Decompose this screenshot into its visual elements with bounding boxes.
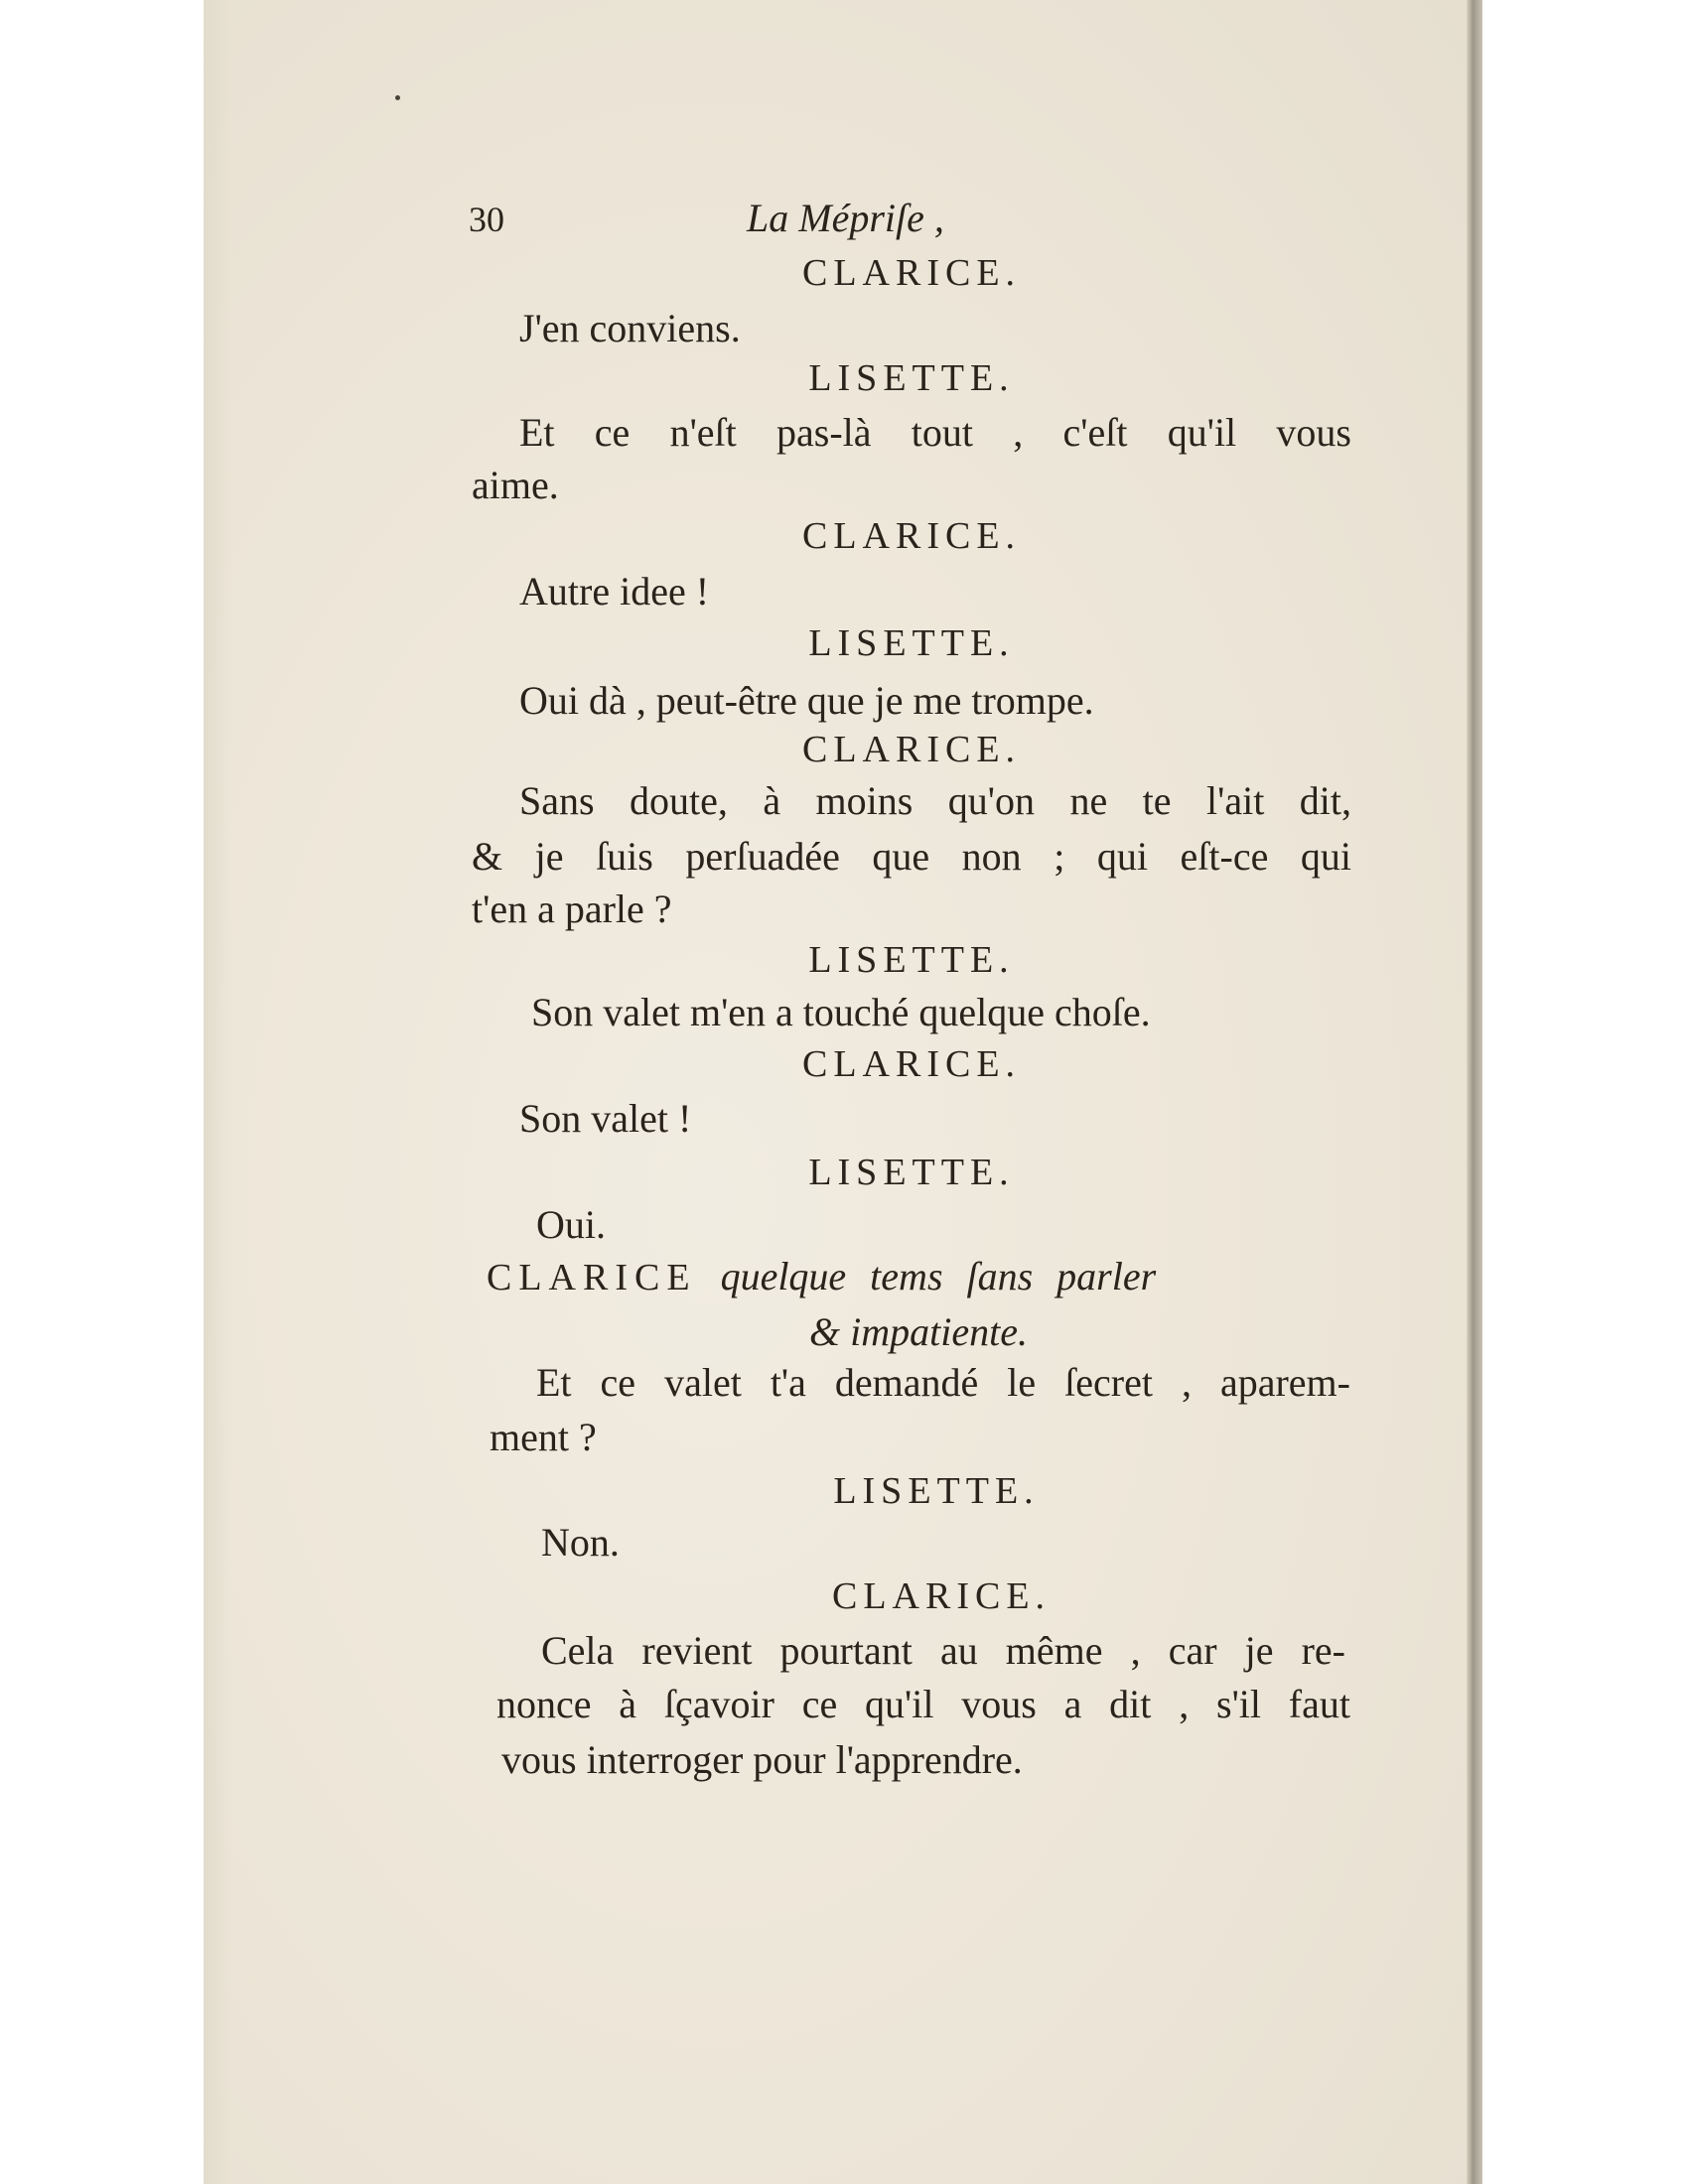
dialogue-line: aime.: [472, 463, 559, 507]
dialogue-line: J'en conviens.: [519, 306, 741, 350]
dialogue-line: t'en a parle ?: [472, 887, 672, 931]
page-edge: [1467, 0, 1482, 2184]
dialogue-line: Son valet m'en a touché quelque choſe.: [531, 990, 1151, 1034]
speaker-heading: CLARICE.: [801, 729, 1022, 770]
dialogue-line: Oui dà , peut-être que je me trompe.: [519, 678, 1094, 723]
speaker-heading: LISETTE.: [808, 357, 1015, 399]
stage-direction: & impatiente.: [809, 1309, 1028, 1354]
speaker-heading: CLARICE.: [801, 515, 1022, 557]
speaker-heading: LISETTE.: [808, 939, 1015, 981]
dialogue-line: Et ce valet t'a demandé le ſecret , aparem-: [536, 1360, 1350, 1405]
dialogue-line: vous interroger pour l'apprendre.: [501, 1737, 1023, 1782]
dialogue-line: & je ſuis perſuadée que non ; qui eſt-ce qui: [472, 834, 1351, 879]
dialogue-line: Oui.: [536, 1202, 606, 1247]
dialogue-line: Et ce n'eſt pas-là tout , c'eſt qu'il vous: [519, 410, 1351, 455]
page-gutter-shadow: [204, 0, 231, 2184]
dialogue-line: Cela revient pourtant au même , car je re-: [541, 1628, 1345, 1673]
speaker-heading: LISETTE.: [833, 1470, 1040, 1512]
dialogue-line: Son valet !: [519, 1096, 692, 1141]
paper-speck: [395, 95, 400, 100]
stage-direction-line: [487, 1252, 1360, 1302]
speaker-heading: CLARICE.: [801, 1043, 1022, 1085]
running-title: La Mépriſe ,: [747, 196, 944, 240]
dialogue-line: Autre idee !: [519, 569, 710, 614]
speaker-heading: CLARICE.: [801, 252, 1022, 294]
dialogue-line: ment ?: [490, 1415, 597, 1459]
dialogue-line: Non.: [541, 1520, 620, 1565]
page-number: 30: [469, 200, 504, 239]
speaker-heading: CLARICE.: [831, 1575, 1052, 1617]
speaker-heading: CLARICE: [487, 1257, 697, 1298]
speaker-heading: LISETTE.: [808, 622, 1015, 664]
dialogue-line: Sans doute, à moins qu'on ne te l'ait dit,: [519, 778, 1351, 823]
dialogue-line: nonce à ſçavoir ce qu'il vous a dit , s'il faut: [496, 1682, 1350, 1726]
speaker-heading: LISETTE.: [808, 1152, 1015, 1193]
stage-direction: quelque tems ſans parler: [720, 1254, 1157, 1298]
